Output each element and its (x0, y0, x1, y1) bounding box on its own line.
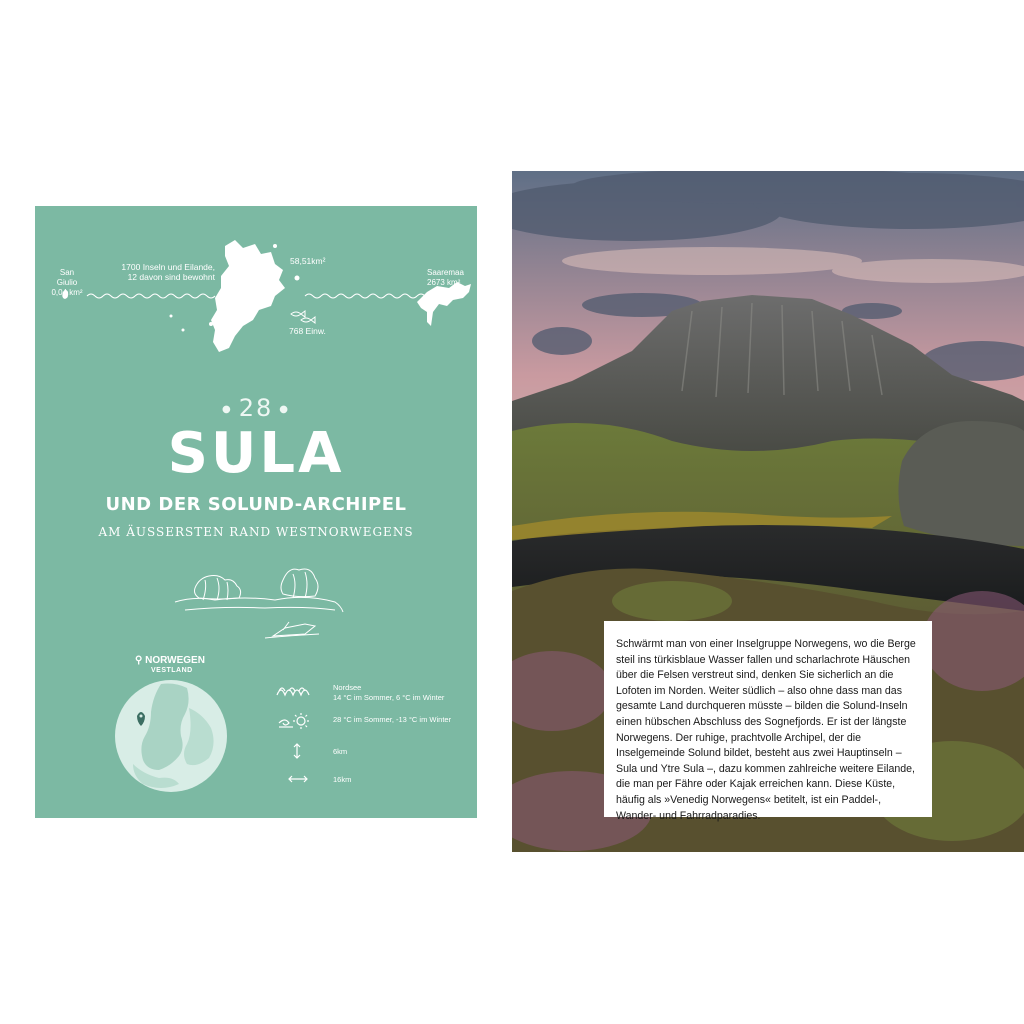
fact-sea-temps: 14 °C im Sommer, 6 °C im Winter (333, 693, 445, 702)
chapter-number-text: 28 (238, 394, 274, 422)
sula-archipelago-icon (170, 240, 300, 352)
horizontal-arrow-icon (275, 769, 315, 789)
area-label: 58,51km² (290, 256, 326, 266)
body-text: Schwärmt man von einer Inselgruppe Norwegens, wo die Berge steil ins türkisblaue Wasser fallen und scharlachrote Häuschen über die Felsen verstreut sind, denken Sie sicherlich an die Lofoten im Norden. Weiter südlich – also ohne dass man das gesamte Land durchqueren müsste – bilden die Solund-Inseln einen hübschen Abschluss des Sognefjords. Er ist der längste Norwegens. Der ruhige, prachtvolle Archipel, der die Inselgemeinde Solund bildet, besteht aus zwei Hauptinseln – Sula und Ytre Sula –, dazu kommen zahlreiche weitere Eilande, die man per Fähre oder Kajak erreichen kann. Diese Küste, häufig als »Venedig Norwegens« betitelt, ist ein Paddel-, Wander- und Fahrradparadies. (616, 638, 916, 822)
text-box (604, 621, 932, 822)
region-label (135, 655, 205, 666)
waves-icon (275, 681, 315, 701)
island-comparison-infographic (35, 206, 477, 366)
fact-sea-name: Nordsee (333, 683, 362, 692)
fact-climate (275, 711, 475, 737)
fact-length-value: 6km (333, 747, 348, 756)
fact-climate-temps: 28 °C im Sommer, -13 °C im Winter (333, 715, 452, 724)
location-pin-icon: ⚲ (135, 655, 143, 666)
chapter-number: ● 28 ● (221, 394, 290, 422)
left-island-area: 0,04 km² (51, 288, 83, 297)
islands-line-2: 12 davon sind bewohnt (127, 272, 215, 282)
right-island-name: Saaremaa (427, 268, 464, 277)
islands-line-1: 1700 Inseln und Eilande, (121, 262, 215, 272)
right-island-area: 2673 km² (427, 278, 461, 287)
rock-landscape-illustration (165, 544, 355, 644)
saaremaa-island-icon (417, 282, 471, 326)
islands-count-label (107, 262, 215, 282)
right-island-label (427, 268, 471, 288)
page-subtitle: UND DER SOLUND-ARCHIPEL (105, 494, 407, 515)
wave-line-right (305, 294, 425, 298)
left-island-name: San Giulio (56, 268, 78, 287)
locator-map-globe (113, 678, 229, 794)
fish-icon (291, 311, 315, 323)
left-island-label (49, 268, 85, 298)
page-title: SULA (167, 421, 345, 486)
sun-wind-icon (275, 711, 315, 731)
region-sub-label: VESTLAND (151, 667, 193, 674)
fact-length (275, 741, 475, 767)
vertical-arrow-icon (275, 741, 315, 761)
right-page (512, 171, 1024, 852)
population-label: 768 Einw. (289, 326, 326, 336)
region-name: NORWEGEN (145, 655, 205, 666)
fact-width-value: 16km (333, 775, 352, 784)
left-page (35, 206, 477, 818)
wave-line-left (87, 294, 215, 298)
page-tagline: AM ÄUSSERSTEN RAND WESTNORWEGENS (98, 525, 414, 539)
fact-width (275, 769, 475, 795)
fact-sea (275, 681, 475, 707)
